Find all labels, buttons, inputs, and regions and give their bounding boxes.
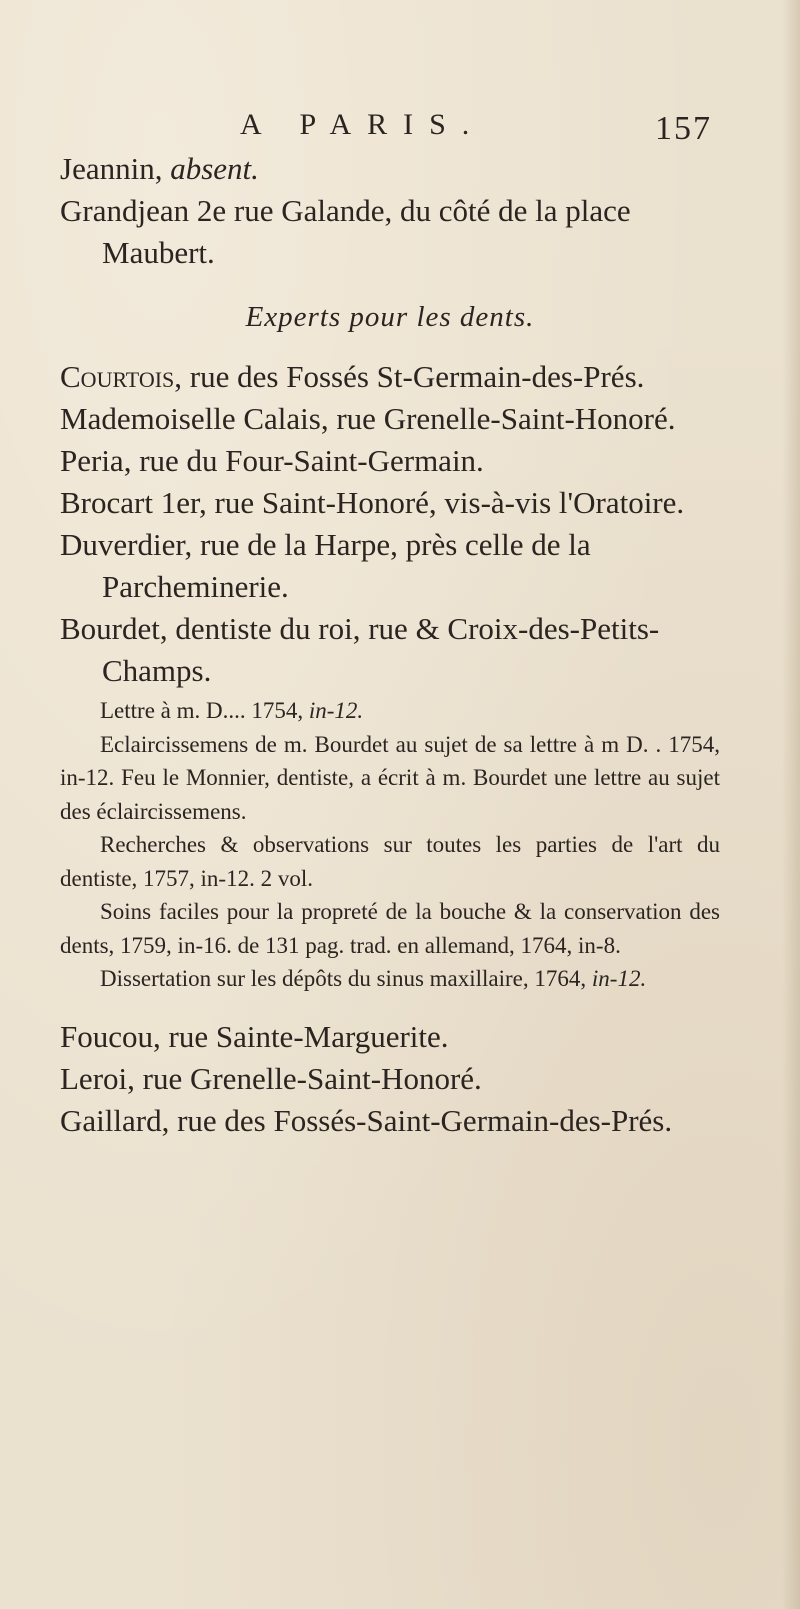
- running-head: A PARIS.: [240, 108, 486, 141]
- entry-jeannin: [60, 148, 720, 190]
- entry-grandjean: [60, 190, 720, 274]
- page-header: [0, 108, 800, 152]
- work-format: in-12.: [308, 698, 364, 723]
- entry-name: Mademoiselle Calais: [60, 401, 321, 436]
- entry-courtois: [60, 356, 720, 398]
- entry-name: Gaillard: [60, 1102, 162, 1138]
- entry-detail: , rue des Fossés-Saint-Germain-des-Prés.: [161, 1102, 673, 1138]
- entry-detail: absent.: [170, 151, 259, 186]
- entry-detail: , rue du Four-Saint-Germain.: [123, 443, 484, 478]
- work-soins: Soins faciles pour la propreté de la bouche & la conservation des dents, 1759, in-16. de 131 pag. trad. en allemand, 1764, in-8.: [60, 899, 720, 958]
- entry-name: Foucou: [60, 1018, 153, 1054]
- entry-name: Grandjean 2e: [60, 193, 227, 228]
- entry-leroi: [60, 1058, 720, 1100]
- page-text: [60, 148, 720, 1142]
- entry-detail: , rue Grenelle-Saint-Honoré.: [320, 401, 676, 436]
- entry-gaillard: [60, 1100, 720, 1142]
- section-heading: Experts pour les dents.: [245, 301, 535, 333]
- entry-name: Courtois: [60, 359, 175, 394]
- work-recherches: Recherches & observations sur toutes les parties de l'art du dentiste, 1757, in-12. 2 vol.: [60, 832, 720, 891]
- entry-detail: , dentiste du roi, rue & Croix-des-Petits-Champs.: [102, 611, 660, 688]
- work-title: Lettre à m. D.... 1754,: [100, 698, 309, 723]
- work-title: Dissertation sur les dépôts du sinus maxillaire, 1764,: [100, 966, 592, 991]
- work-lettre: [60, 694, 720, 728]
- entry-duverdier: [60, 524, 720, 608]
- entry-name: Bourdet: [60, 611, 160, 646]
- entry-detail: , rue Sainte-Marguerite.: [153, 1018, 449, 1054]
- page-number: 157: [655, 110, 712, 147]
- entry-detail: , rue Grenelle-Saint-Honoré.: [127, 1060, 482, 1096]
- work-format: in-12.: [591, 966, 647, 991]
- entry-calais: [60, 398, 720, 440]
- page-edge-shadow: [782, 0, 800, 1609]
- entry-separator: [226, 193, 234, 228]
- entry-detail: rue Galande, du côté de la place Maubert.: [102, 193, 631, 270]
- entry-name: Jeannin: [60, 151, 155, 186]
- entry-name: Duverdier: [60, 527, 185, 562]
- entry-name: Leroi: [60, 1060, 128, 1096]
- bourdet-works: [60, 694, 720, 996]
- entry-bourdet: [60, 608, 720, 692]
- entry-foucou: [60, 1016, 720, 1058]
- work-eclaircissemens: Eclaircissemens de m. Bourdet au sujet de sa lettre à m D. . 1754, in-12. Feu le Monnier, dentiste, a écrit à m. Bourdet une lettre au sujet des éclaircissemens.: [60, 731, 720, 824]
- entry-detail: , rue des Fossés St-Germain-des-Prés.: [174, 359, 645, 394]
- entry-detail: , rue Saint-Honoré, vis-à-vis l'Oratoire.: [199, 485, 685, 520]
- entry-name: Brocart 1er: [60, 485, 200, 520]
- entry-separator: ,: [154, 151, 171, 186]
- entry-brocart: [60, 482, 720, 524]
- entry-detail: , rue de la Harpe, près celle de la Parcheminerie.: [102, 527, 591, 604]
- entry-name: Peria: [60, 443, 124, 478]
- entry-peria: [60, 440, 720, 482]
- work-dissertation: [60, 962, 720, 996]
